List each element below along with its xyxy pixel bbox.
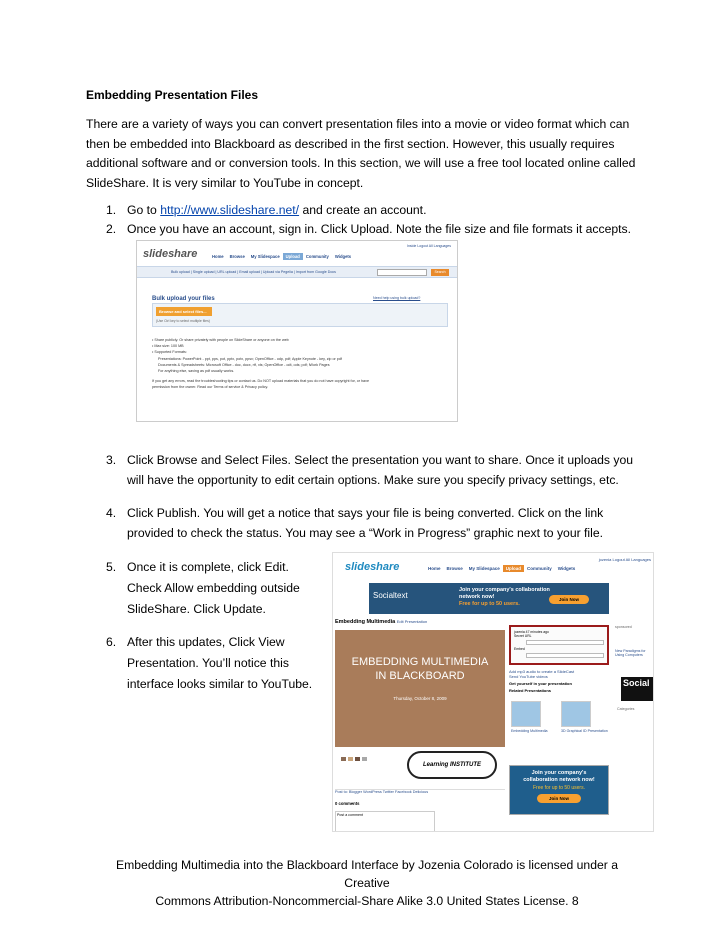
embed-field-3: Embed: [514, 647, 525, 651]
swatch: [348, 757, 353, 761]
bulk-help-link: Need help using bulk upload?: [373, 296, 421, 300]
ad2-line-2: collaboration network now!: [523, 777, 595, 783]
learning-institute-logo: Learning INSTITUTE: [407, 751, 497, 779]
thumb-2: [561, 701, 591, 727]
presentation-title: [335, 619, 427, 625]
ad-line-1: Join your company's collaboration: [459, 587, 550, 593]
share-bar: Post to: Blogger WordPress Twitter Facebook Delicious: [335, 789, 505, 797]
slide-line-2: IN BLACKBOARD: [375, 670, 465, 682]
social-ad: Social: [621, 677, 654, 701]
socialtext-logo: Socialtext: [373, 591, 408, 600]
slide-viewer: [335, 630, 505, 747]
info-line-4: Presentations: PowerPoint - ppt, pps, pot, pptx, potx, ppsx; OpenOffice - odp, pdf; Apple Keynote - key, zip or pdf: [158, 356, 342, 361]
upload-subnav: [137, 266, 457, 278]
nav-widgets: Widgets: [557, 566, 576, 571]
step-4-number: 4.: [106, 506, 117, 520]
side-links: [509, 669, 609, 693]
step-1-pre: Go to: [127, 203, 161, 217]
step-3-number: 3.: [106, 453, 117, 467]
info-line-5: Documents & Spreadsheets: Microsoft Office - doc, docx, rtf, xls; OpenOffice - odt, ods; pdf; iWork Pages: [158, 362, 330, 367]
step-6-line1: After this updates, Click View: [127, 635, 285, 649]
bulk-upload-title: Bulk upload your files: [152, 296, 215, 302]
ad2-join-button: Join Now: [537, 794, 581, 803]
join-now-button: Join Now: [549, 595, 589, 604]
embed-field-1: jozenia 47 minutes ago: [514, 630, 549, 634]
swatch: [341, 757, 346, 761]
subnav-items: Bulk upload | Single upload | URL upload | Email upload | Upload via Pegelia | Import from Google Docs: [171, 270, 336, 274]
slideshare-logo: [143, 248, 197, 260]
title-text: Embedding Multimedia: [335, 619, 396, 625]
thumb-1-title: Embedding Multimedia: [511, 729, 548, 733]
ad2-line-1: Join your company's: [531, 770, 587, 776]
comments-heading: 0 comments: [335, 801, 360, 806]
nav-my-slidespace: My Slidespace: [250, 254, 280, 259]
account-links: Inside Logout All Languages: [407, 244, 451, 248]
comment-box: Post a comment: [335, 811, 435, 832]
embed-field: [526, 653, 604, 658]
sponsored-label: sponsored: [615, 625, 632, 629]
ad-text: [459, 587, 550, 608]
sponsored-link: New Paradigms for Using Computers: [615, 649, 646, 657]
edit-link: Edit Presentation: [396, 619, 428, 624]
account-links: jozenia Logout All Languages: [598, 557, 651, 562]
step-2-text: Once you have an account, sign in. Click Upload. Note the file size and file formats it accepts.: [127, 222, 632, 236]
search-input: [377, 269, 427, 276]
main-nav: [209, 253, 354, 260]
ad2-heading: [510, 770, 608, 784]
nav-community: Community: [305, 254, 329, 259]
embed-code-box: [509, 625, 609, 665]
main-nav: [425, 565, 578, 572]
info-line-8: permission from the owner. Read our Terms of service & Privacy policy.: [152, 385, 269, 390]
step-3-line1: Click Browse and Select Files. Select the presentation you want to share. Once it uploads you: [127, 453, 634, 467]
ad-line-2: network now!: [459, 594, 495, 600]
sponsored-column: [615, 625, 653, 657]
ctrl-hint: (Use Ctrl key to select multiple files): [156, 319, 210, 323]
nav-browse: Browse: [229, 254, 245, 259]
ad2-line-3: Free for up to 50 users.: [533, 785, 585, 791]
slideshare-logo: slideshare: [345, 561, 400, 573]
categories-label: Categories: [617, 707, 635, 711]
slidecast-link: Add mp3 audio to create a SlideCast: [509, 669, 575, 674]
search-button: Search: [431, 269, 449, 276]
bulk-upload-box: [152, 303, 448, 327]
swatch: [362, 757, 367, 761]
info-line-1: • Share publicly. Or share privately with people on SlideShare or anyone on the web: [152, 338, 289, 342]
youtube-link: Send YouTube videos: [509, 674, 548, 679]
upload-info: [152, 337, 452, 391]
info-line-3: • Supported Formats:: [152, 350, 187, 355]
slide-heading: [335, 655, 505, 683]
page-footer: [92, 856, 642, 910]
upload-screenshot: [136, 240, 458, 422]
step-4-line1: Click Publish. You will get a notice that says your file is being converted. Click on the link: [127, 506, 604, 520]
step-3-line2: will have the opportunity to edit certain options. Make sure you specify privacy settings, etc.: [127, 473, 619, 487]
thumb-1: [511, 701, 541, 727]
footer-line-1: Embedding Multimedia into the Blackboard Interface by Jozenia Colorado is licensed under a Creative: [115, 858, 618, 890]
swatch: [355, 757, 360, 761]
nav-my-slidespace: My Slidespace: [468, 566, 500, 571]
nav-home: Home: [428, 566, 441, 571]
step-1-number: 1.: [106, 203, 117, 217]
collaboration-ad: [509, 765, 609, 815]
section-heading: Embedding Presentation Files: [86, 88, 259, 102]
nav-community: Community: [527, 566, 552, 571]
step-6-number: 6.: [106, 635, 117, 649]
step-6-line3: interface looks similar to YouTube.: [127, 677, 313, 691]
step-1: [127, 201, 426, 221]
footer-line-2: Commons Attribution-Noncommercial-Share Alike 3.0 United States License. 8: [155, 894, 579, 908]
step-5-line1: Once it is complete, click Edit.: [127, 560, 289, 574]
nav-home: Home: [212, 254, 224, 259]
info-line-2: • Max size: 100 MB: [152, 344, 184, 349]
nav-upload: Upload: [283, 253, 303, 260]
step-5-line3: SlideShare. Click Update.: [127, 602, 266, 616]
logo-text: slideshare: [143, 248, 198, 260]
get-yourself-heading: Get yourself in your presentation: [509, 681, 572, 686]
nav-browse: Browse: [446, 566, 463, 571]
step-2-number: 2.: [106, 222, 117, 236]
ad-line-3: Free for up to 50 users.: [459, 601, 520, 607]
intro-paragraph: There are a variety of ways you can convert presentation files into a movie or video format which can then be embedded into Blackboard as described in the first section. However, this usually requires additional software and or conversion tools. In this section, we will use a free tool located online called SlideShare. It is very similar to YouTube in concept.: [86, 117, 636, 190]
secret-url-field: [526, 640, 604, 645]
info-line-6: For anything else, saving as pdf usually works.: [158, 369, 235, 374]
browse-files-button: Browse and select files...: [156, 307, 212, 316]
slide-date: Thursday, October 8, 2009: [393, 696, 447, 701]
embed-field-2: Secret URL: [514, 634, 532, 638]
step-1-post: and create an account.: [299, 203, 427, 217]
nav-upload: Upload: [503, 565, 524, 572]
slideshare-link[interactable]: http://www.slideshare.net/: [160, 203, 300, 217]
related-heading: Related Presentations: [509, 688, 552, 693]
step-4-line2: provided to check the status. You may see a “Work in Progress” graphic next to your file.: [127, 526, 604, 540]
thumb-2-title: 3D Graphical ID Presentation: [561, 729, 608, 733]
nav-widgets: Widgets: [334, 254, 352, 259]
info-line-7: If you get any errors, read the troubleshooting tips or contact us. Do NOT upload materials that you do not have copyright for, or have: [152, 379, 369, 384]
related-thumbs: [509, 701, 609, 757]
step-6-line2: Presentation. You’ll notice this: [127, 656, 289, 670]
presentation-screenshot: [332, 552, 654, 832]
step-5-line2: Check Allow embedding outside: [127, 581, 300, 595]
socialtext-ad: [369, 583, 609, 614]
slide-line-1: EMBEDDING MULTIMEDIA: [351, 656, 489, 668]
slide-footer: [335, 747, 505, 787]
step-5-number: 5.: [106, 560, 117, 574]
